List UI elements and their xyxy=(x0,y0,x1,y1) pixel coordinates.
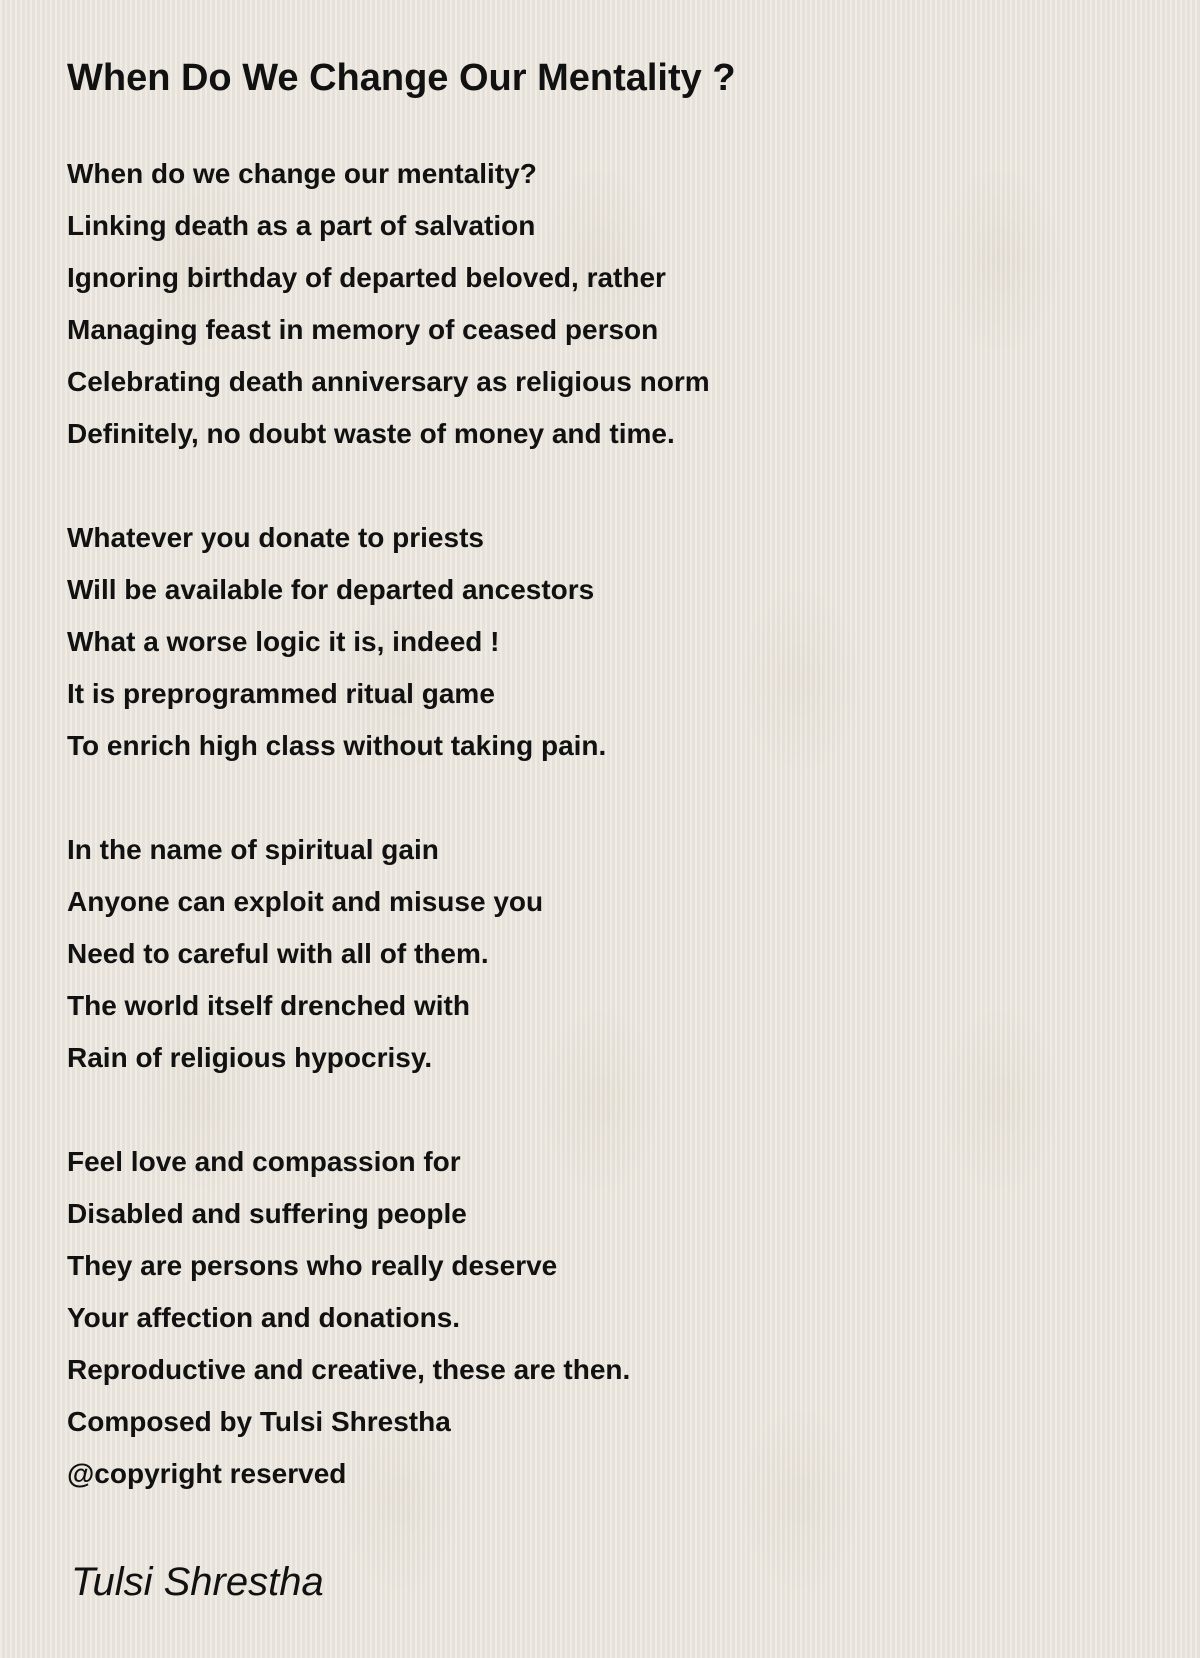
poem-line: Will be available for departed ancestors xyxy=(67,574,595,605)
author-name: Tulsi Shrestha xyxy=(71,1560,324,1604)
poem-line: Managing feast in memory of ceased person xyxy=(67,314,659,345)
poem-line: Definitely, no doubt waste of money and time. xyxy=(67,418,675,449)
poem-line: What a worse logic it is, indeed ! xyxy=(67,626,500,657)
poem-line: To enrich high class without taking pain. xyxy=(67,730,607,761)
poem-line: Feel love and compassion for xyxy=(67,1146,461,1177)
poem-line: They are persons who really deserve xyxy=(67,1250,558,1281)
poem-line: Anyone can exploit and misuse you xyxy=(67,886,544,917)
poem-line: Your affection and donations. xyxy=(67,1302,461,1333)
poem-line: Ignoring birthday of departed beloved, rather xyxy=(67,262,666,293)
poem-line: When do we change our mentality? xyxy=(67,158,537,189)
stanza-2 xyxy=(67,512,1147,772)
poem-line: Reproductive and creative, these are then. xyxy=(67,1354,631,1385)
poem-line: Composed by Tulsi Shrestha xyxy=(67,1406,451,1437)
poem-title: When Do We Change Our Mentality ? xyxy=(67,57,736,99)
poem-line: The world itself drenched with xyxy=(67,990,470,1021)
poem-line: Rain of religious hypocrisy. xyxy=(67,1042,433,1073)
poem-line: Whatever you donate to priests xyxy=(67,522,484,553)
poem-line: @copyright reserved xyxy=(67,1458,347,1489)
poem-line: Need to careful with all of them. xyxy=(67,938,489,969)
stanza-1 xyxy=(67,148,1147,460)
poem-line: Disabled and suffering people xyxy=(67,1198,467,1229)
poem-line: It is preprogrammed ritual game xyxy=(67,678,495,709)
stanza-4 xyxy=(67,1136,1147,1500)
stanza-3 xyxy=(67,824,1147,1084)
poem-line: Celebrating death anniversary as religious norm xyxy=(67,366,710,397)
poem-line: In the name of spiritual gain xyxy=(67,834,439,865)
poem-body xyxy=(67,148,1147,1500)
poem-line: Linking death as a part of salvation xyxy=(67,210,536,241)
